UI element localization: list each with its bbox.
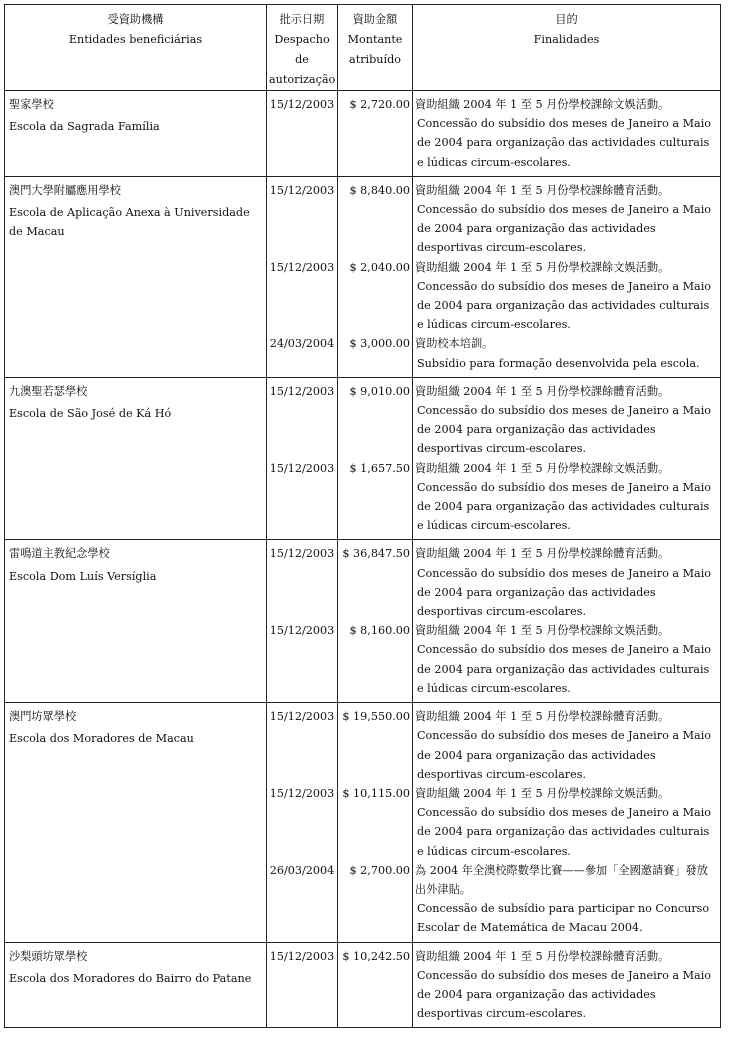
purpose-pt: Concessão do subsídio dos meses de Janeiro a Maio de 2004 para organização das actividades culturais e lúdicas circum-escolares.: [417, 643, 712, 695]
entity-name-pt: Escola da Sagrada Família: [9, 120, 160, 134]
header-date-zh: 批示日期: [279, 13, 325, 26]
table-body: [5, 91, 721, 1028]
grant-purpose: [413, 377, 721, 458]
grant-purpose: [413, 540, 721, 621]
grant-amount: $ 8,160.00: [338, 621, 413, 702]
grant-purpose: [413, 703, 721, 784]
purpose-zh: 資助組織 2004 年 1 至 5 月份學校課餘體育活動。: [415, 183, 670, 197]
entity-name-pt: Escola de Aplicação Anexa à Universidade de Macau: [9, 206, 250, 239]
header-date: [267, 5, 338, 91]
entity-name-zh: 雷鳴道主教紀念學校: [9, 547, 110, 561]
header-amount-pt-1: Montante: [347, 33, 403, 46]
purpose-pt: Concessão do subsídio dos meses de Janeiro a Maio de 2004 para organização das actividades culturais e lúdicas circum-escolares.: [417, 117, 712, 169]
purpose-pt: Concessão do subsídio dos meses de Janeiro a Maio de 2004 para organização das actividades culturais e lúdicas circum-escolares.: [417, 279, 712, 332]
entity-name-zh: 聖家學校: [9, 98, 54, 111]
purpose-pt: Concessão do subsídio dos meses de Janeiro a Maio de 2004 para organização das actividades desportivas circum-escolares.: [417, 203, 712, 255]
purpose-zh: 為 2004 年全澳校際數學比賽——參加「全國邀請賽」發放出外津貼。: [415, 863, 708, 896]
grant-amount: $ 9,010.00: [338, 377, 413, 458]
entity-cell: [5, 176, 267, 377]
header-purpose: [413, 5, 721, 91]
grant-date: 15/12/2003: [267, 540, 338, 621]
grant-date: 15/12/2003: [267, 258, 338, 335]
entity-name-pt: Escola Dom Luís Versíglia: [9, 569, 157, 583]
table-row: [5, 942, 721, 1028]
grant-date: 15/12/2003: [267, 377, 338, 458]
purpose-pt: Concessão de subsídio para participar no Concurso Escolar de Matemática de Macau 2004.: [417, 902, 710, 935]
purpose-pt: Concessão do subsídio dos meses de Janeiro a Maio de 2004 para organização das actividades culturais e lúdicas circum-escolares.: [417, 806, 712, 858]
entity-cell: [5, 942, 267, 1028]
purpose-zh: 資助組織 2004 年 1 至 5 月份學校課餘文娛活動。: [415, 98, 670, 111]
entity-name-pt: Escola dos Moradores do Bairro do Patane: [9, 971, 252, 985]
grant-amount: $ 1,657.50: [338, 459, 413, 540]
grant-date: 15/12/2003: [267, 621, 338, 702]
grant-amount: $ 2,720.00: [338, 91, 413, 177]
purpose-pt: Concessão do subsídio dos meses de Janeiro a Maio de 2004 para organização das actividades desportivas circum-escolares.: [417, 968, 712, 1021]
grant-amount: $ 19,550.00: [338, 703, 413, 784]
purpose-zh: 資助組織 2004 年 1 至 5 月份學校課餘文娛活動。: [415, 624, 670, 638]
purpose-zh: 資助組織 2004 年 1 至 5 月份學校課餘體育活動。: [415, 710, 670, 724]
grant-purpose: [413, 176, 721, 257]
grant-amount: $ 2,700.00: [338, 861, 413, 942]
entity-name-pt: Escola de São José de Ká Hó: [9, 407, 172, 421]
entity-name-zh: 澳門大學附屬應用學校: [9, 183, 121, 197]
grant-purpose: [413, 258, 721, 335]
grant-date: 15/12/2003: [267, 91, 338, 177]
table-row: [5, 91, 721, 177]
grant-date: 15/12/2003: [267, 784, 338, 861]
grant-amount: $ 36,847.50: [338, 540, 413, 621]
purpose-pt: Concessão do subsídio dos meses de Janeiro a Maio de 2004 para organização das actividades desportivas circum-escolares.: [417, 404, 712, 456]
header-entity: [5, 5, 267, 91]
grant-date: 15/12/2003: [267, 703, 338, 784]
purpose-zh: 資助組織 2004 年 1 至 5 月份學校課餘文娛活動。: [415, 786, 670, 800]
purpose-zh: 資助組織 2004 年 1 至 5 月份學校課餘體育活動。: [415, 384, 670, 398]
header-purpose-pt: Finalidades: [533, 33, 600, 46]
table-row: [5, 377, 721, 458]
grant-date: 26/03/2004: [267, 861, 338, 942]
table-row: [5, 703, 721, 784]
header-amount-pt-2: atribuído: [349, 53, 401, 66]
header-date-pt-1: Despacho de: [274, 33, 330, 66]
grant-purpose: [413, 942, 721, 1028]
grant-amount: $ 8,840.00: [338, 176, 413, 257]
entity-name-zh: 沙梨頭坊眾學校: [9, 949, 88, 963]
header-entity-pt: Entidades beneficiárias: [68, 33, 203, 46]
grant-amount: $ 10,242.50: [338, 942, 413, 1028]
purpose-zh: 資助組織 2004 年 1 至 5 月份學校課餘體育活動。: [415, 547, 670, 561]
header-date-pt-2: autorização: [269, 73, 336, 86]
grant-purpose: [413, 459, 721, 540]
grant-purpose: [413, 334, 721, 377]
table-header: [5, 5, 721, 91]
purpose-pt: Subsídio para formação desenvolvida pela escola.: [417, 356, 700, 370]
grant-amount: $ 2,040.00: [338, 258, 413, 335]
purpose-zh: 資助組織 2004 年 1 至 5 月份學校課餘體育活動。: [415, 949, 670, 963]
purpose-zh: 資助組織 2004 年 1 至 5 月份學校課餘文娛活動。: [415, 461, 670, 475]
table-row: [5, 540, 721, 621]
entity-cell: [5, 377, 267, 540]
grant-purpose: [413, 784, 721, 861]
purpose-zh: 資助組織 2004 年 1 至 5 月份學校課餘文娛活動。: [415, 260, 670, 274]
entity-cell: [5, 540, 267, 703]
purpose-pt: Concessão do subsídio dos meses de Janeiro a Maio de 2004 para organização das actividades desportivas circum-escolares.: [417, 729, 712, 781]
purpose-pt: Concessão do subsídio dos meses de Janeiro a Maio de 2004 para organização das actividades culturais e lúdicas circum-escolares.: [417, 480, 712, 533]
entity-cell: [5, 91, 267, 177]
header-amount-zh: 資助金額: [352, 13, 398, 26]
grant-purpose: [413, 621, 721, 702]
grant-purpose: [413, 861, 721, 942]
grant-amount: $ 3,000.00: [338, 334, 413, 377]
entity-name-pt: Escola dos Moradores de Macau: [9, 732, 194, 746]
grant-date: 15/12/2003: [267, 459, 338, 540]
table-row: [5, 176, 721, 257]
header-entity-zh: 受資助機構: [107, 13, 164, 26]
header-purpose-zh: 目的: [555, 13, 578, 26]
entity-name-zh: 九澳聖若瑟學校: [9, 384, 88, 398]
grant-amount: $ 10,115.00: [338, 784, 413, 861]
grant-date: 15/12/2003: [267, 942, 338, 1028]
purpose-zh: 資助校本培訓。: [415, 337, 494, 351]
header-amount: [338, 5, 413, 91]
purpose-pt: Concessão do subsídio dos meses de Janeiro a Maio de 2004 para organização das actividades desportivas circum-escolares.: [417, 566, 712, 619]
entity-name-zh: 澳門坊眾學校: [9, 710, 77, 724]
grants-table: [4, 4, 721, 1028]
grant-purpose: [413, 91, 721, 177]
grant-date: 15/12/2003: [267, 176, 338, 257]
entity-cell: [5, 703, 267, 942]
grant-date: 24/03/2004: [267, 334, 338, 377]
